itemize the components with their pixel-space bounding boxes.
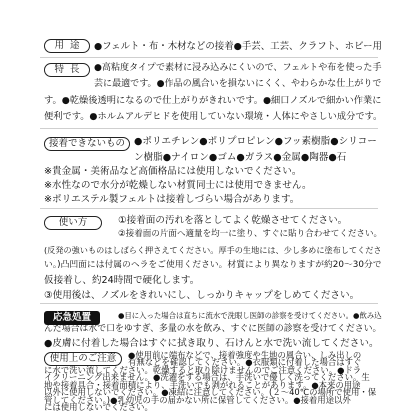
not-bondable-line: ●ポリエチレン●ポリプロピレン●フッ素樹脂●シリコー xyxy=(134,136,377,147)
features-line: 芸に最適です。●作品の風合いを損ないにくく、やわらかな仕上がりで xyxy=(94,79,382,89)
not-bondable-line: ※水性なので水分が乾燥しない材質同士には使用できません。 xyxy=(44,180,312,191)
not-bondable-line: ン樹脂●ナイロン●ゴム●ガラス●金属●陶器●石 xyxy=(134,152,347,163)
features-line: ●高粘度タイプで素材に浸み込みにくいので、フェルトや布を使った手 xyxy=(94,63,382,73)
first-aid-line: んだ場合は水で口をゆすぎ、多量の水を飲み、すぐに医師の診察を受けてください。 xyxy=(44,324,382,334)
how-to-use-line: (反発の強いものはしばらく押さえてください。厚手の生地には、少し多めに塗布してくださ xyxy=(44,245,382,255)
usage-label: 用途 xyxy=(44,39,90,53)
precautions-line: 有無などを確認してください。●衣服類に付着した場合はすぐ xyxy=(128,357,362,368)
precautions-label: 使用上のご注意 xyxy=(44,352,122,366)
not-bondable-line: ※貴金属・美術品など高価格品には使用しないでください。 xyxy=(44,166,302,177)
how-to-use-line: 仮接着し、約24時間で硬化します。 xyxy=(44,275,200,286)
not-bondable-label: 接着できないもの xyxy=(44,137,130,151)
how-to-use-line: ①接着面の汚れを落としてよく乾燥させてください。 xyxy=(118,215,348,226)
divider xyxy=(40,208,378,209)
how-to-use-label: 使い方 xyxy=(44,216,102,230)
features-line: 便利です。●ホルムアルデヒドを使用していない環境・人体にやさしい成分です。 xyxy=(44,111,382,122)
features-line: す。●乾燥後透明になるので仕上がりがきれいです。●細口ノズルで細かい作業に xyxy=(44,95,382,106)
not-bondable-line: ※ポリエステル製フェルトは接着しづらい場合があります。 xyxy=(44,194,300,205)
precautions-line: 管してください。)●乳幼児の手の届かない所に保管してください。●接着用途以外 xyxy=(44,394,351,405)
first-aid-line: ●皮膚に付着した場合はすぐに拭き取り、石けんと水で洗い流してください。 xyxy=(44,338,379,349)
precautions-line: には使用しないでください。 xyxy=(44,402,153,412)
features-label: 特長 xyxy=(44,63,90,77)
precautions-line: イクリーニング出来ません。●洗濯をする場合は、手洗いで優しく洗ってください。生 xyxy=(44,372,370,383)
how-to-use-line: い。)凸凹面には付属のヘラをご使用ください。材質により異なりますが約20～30分で xyxy=(44,260,382,270)
precautions-line: ●使用前に端布などで、接着強度や生地の風合い、しみ出しの xyxy=(128,350,362,360)
first-aid-line: ●目に入った場合は直ちに流水で洗眼し医師の診察を受けてください。●飲み込 xyxy=(118,311,382,320)
divider xyxy=(40,303,378,304)
precautions-line: 以外に使用しないでください。●凍結に注意してください。(２～40℃の場所で使用・保 xyxy=(44,387,377,398)
divider xyxy=(40,128,378,129)
first-aid-label: 応急処置 xyxy=(44,311,100,325)
precautions-line: に水で洗い流してください。乾燥すると取り除けませんのでご注意ください。●ドラ xyxy=(44,364,362,375)
usage-line: ●フェルト・布・木材などの接着●手芸、工芸、クラフト、ホビー用 xyxy=(94,41,382,52)
how-to-use-line: ②接着面の片面へ適量を均一に塗り、すぐに貼り合わせてください。 xyxy=(118,229,382,239)
precautions-line: 地や接着具合・接着面積により、手洗いでも剥がれることがあります。●本来の用途 xyxy=(44,379,361,390)
divider xyxy=(40,57,378,58)
how-to-use-line: ③使用後は、ノズルをきれいにし、しっかりキャップをしめてください。 xyxy=(44,290,360,301)
